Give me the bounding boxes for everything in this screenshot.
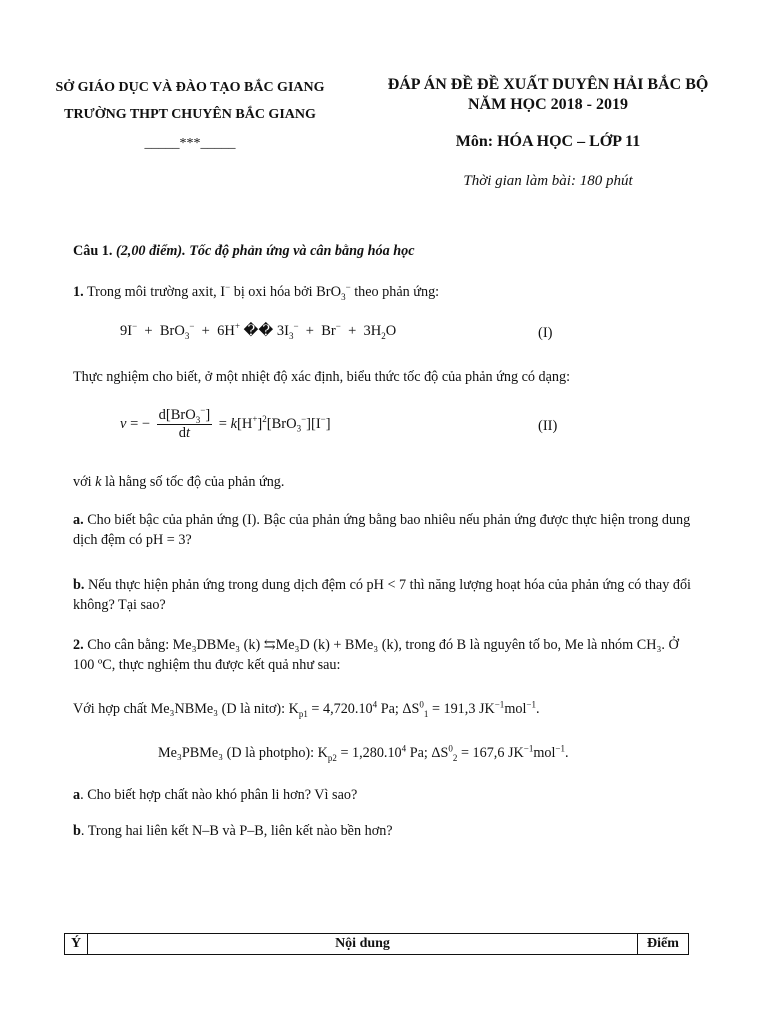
- reaction-equation-1: 9I− + BrO$_3$− + 6H+ �� $3I_3^- + Br^- + 3H_2O$: [120, 321, 397, 341]
- table-header-row: [65, 934, 689, 955]
- part-2-intro: 2. Cho cân bằng: Me₃DBMe₃ (k) ⇆Me₃D (k) + BMe₃ (k), trong đó B là nguyên tố bo, Me là nhóm CH₃. Ở 100 ºC, thực nghiệm thu được kết quả như sau:: [73, 637, 679, 673]
- rate-law-equation: v = − $\frac{d[BrO_3^-]}{dt}$ = $k[H^+]^2[BrO_3^-][I^-]$: [120, 405, 331, 441]
- department-name: SỞ GIÁO DỤC VÀ ĐÀO TẠO BẮC GIANG: [55, 80, 325, 95]
- rate-law-intro: Thực nghiệm cho biết, ở một nhiệt độ xác định, biểu thức tốc độ của phản ứng có dạng:: [73, 369, 571, 385]
- column-header-item: Ý: [65, 934, 88, 955]
- phosphorus-compound-data: Me₃PBMe₃ (D là photpho): $K_{p2} = 1,280.10^4$ Pa; $\Delta S^0_2 = 167,6$ $JK^{-1}mol^{-1}$.: [158, 743, 569, 763]
- question-1-heading: [73, 241, 698, 261]
- school-name: TRƯỜNG THPT CHUYÊN BẮC GIANG: [64, 107, 316, 122]
- nitrogen-compound-data: Với hợp chất Me₃NBMe₃ (D là nitơ): $K_{p1} = 4,720.10^4$ Pa; $\Delta S^0_1 = 191,3$ $JK^{-1}mol^{-1}$.: [73, 699, 540, 719]
- equation-2-tag: (II): [538, 418, 558, 434]
- answer-table: [64, 933, 689, 955]
- column-header-score: Điểm: [638, 934, 689, 955]
- answer-title: ĐÁP ÁN ĐỀ ĐỀ XUẤT DUYÊN HẢI BẮC BỘ: [387, 76, 709, 93]
- equation-1-tag: (I): [538, 325, 553, 341]
- exam-duration: Thời gian làm bài: 180 phút: [463, 173, 633, 189]
- question-1-title: (2,00 điểm). Tốc độ phản ứng và cân bằng hóa học: [115, 243, 415, 259]
- part-2b: b. Trong hai liên kết N–B và P–B, liên kết nào bền hơn?: [73, 823, 393, 839]
- school-year: NĂM HỌC 2018 - 2019: [468, 96, 628, 113]
- rate-constant-note: với k là hằng số tốc độ của phản ứng.: [73, 474, 285, 490]
- part-1b: b. Nếu thực hiện phản ứng trong dung dịch đệm có pH < 7 thì năng lượng hoạt hóa của phản ứng có thay đổi không? Tại sao?: [73, 577, 691, 613]
- part-1-intro: 1. Trong môi trường axit, I− bị oxi hóa bởi BrO$_3$− theo phản ứng:: [73, 282, 440, 302]
- column-header-content: Nội dung: [88, 934, 638, 955]
- question-1-label: Câu 1.: [73, 243, 113, 259]
- header-divider: _____***_____: [144, 136, 236, 151]
- subject-title: Môn: HÓA HỌC – LỚP 11: [455, 133, 641, 150]
- part-1a: a. Cho biết bậc của phản ứng (I). Bậc của phản ứng bằng bao nhiêu nếu phản ứng được thực hiện trong dung dịch đệm có pH = 3?: [73, 512, 691, 548]
- part-2a: a. Cho biết hợp chất nào khó phân li hơn? Vì sao?: [73, 787, 358, 803]
